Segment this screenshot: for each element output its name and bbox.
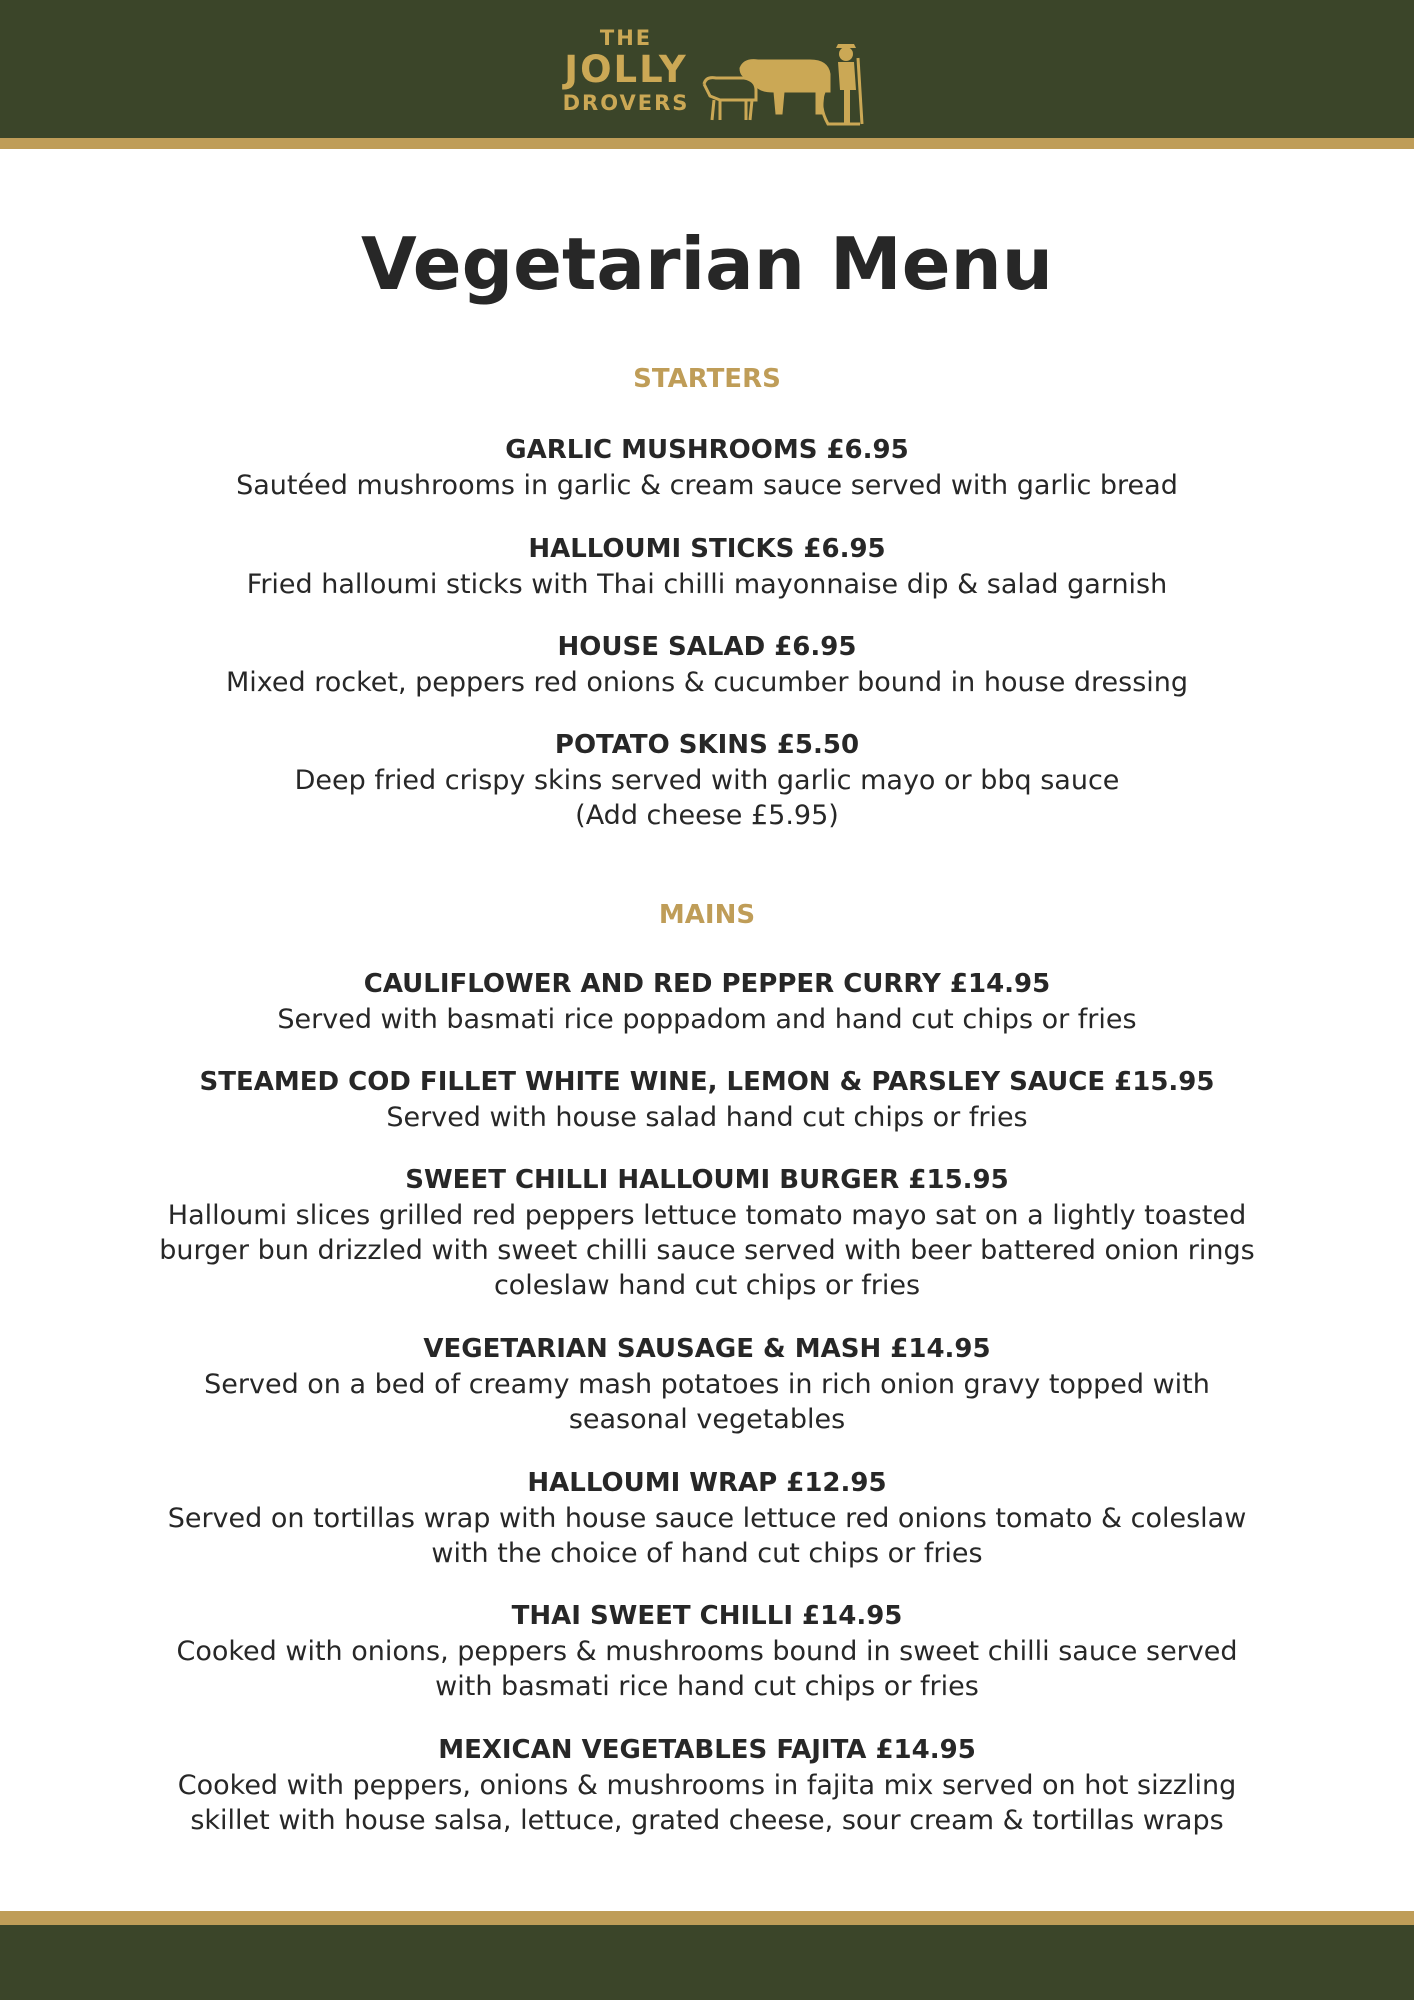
menu-item-description: Served on a bed of creamy mash potatoes in rich onion gravy topped with seasonal vegetables xyxy=(204,1369,1210,1435)
menu-item-description: Deep fried crispy skins served with garlic mayo or bbq sauce (Add cheese £5.95) xyxy=(294,765,1120,831)
menu-item-description: Cooked with peppers, onions & mushrooms in fajita mix served on hot sizzling skillet with house salsa, lettuce, grated cheese, sour cream & tortillas wraps xyxy=(177,1770,1237,1836)
menu-item xyxy=(60,1732,1354,1838)
menu-item xyxy=(60,531,1354,602)
menu-item-name: VEGETARIAN SAUSAGE & MASH £14.95 xyxy=(423,1334,991,1364)
menu-item-name: HALLOUMI STICKS £6.95 xyxy=(528,534,886,564)
mains-heading: MAINS xyxy=(658,900,756,930)
menu-item-description: Served with house salad hand cut chips or fries xyxy=(386,1102,1028,1133)
header-gold-stripe xyxy=(0,138,1414,149)
menu-item-name: MEXICAN VEGETABLES FAJITA £14.95 xyxy=(438,1735,976,1765)
menu-item-description: Mixed rocket, peppers red onions & cucumber bound in house dressing xyxy=(225,667,1189,698)
menu-item-description: Served on tortillas wrap with house sauce lettuce red onions tomato & coleslaw with the choice of hand cut chips or fries xyxy=(167,1503,1247,1569)
menu-item xyxy=(60,727,1354,833)
logo-the: THE xyxy=(599,26,653,50)
menu-item xyxy=(60,1598,1354,1704)
menu-item xyxy=(60,629,1354,700)
menu-item-description: Halloumi slices grilled red peppers lettuce tomato mayo sat on a lightly toasted burger bun drizzled with sweet chilli sauce served with beer battered onion rings coleslaw hand cut chips or fries xyxy=(159,1200,1255,1301)
footer-bar xyxy=(0,1925,1414,2000)
menu-item xyxy=(60,1331,1354,1437)
logo-drovers: DROVERS xyxy=(562,91,690,115)
cattle-drover-icon xyxy=(700,40,866,126)
menu-item-name: SWEET CHILLI HALLOUMI BURGER £15.95 xyxy=(405,1165,1009,1195)
menu-item-description: Fried halloumi sticks with Thai chilli mayonnaise dip & salad garnish xyxy=(246,569,1168,600)
menu-item-name: STEAMED COD FILLET WHITE WINE, LEMON & PARSLEY SAUCE £15.95 xyxy=(199,1067,1215,1097)
menu-item xyxy=(60,1162,1354,1303)
header-bar xyxy=(0,0,1414,138)
logo-wordmark xyxy=(556,26,696,126)
menu-item xyxy=(60,432,1354,503)
menu-item xyxy=(60,1064,1354,1135)
footer-gold-stripe xyxy=(0,1911,1414,1925)
logo xyxy=(556,26,866,126)
menu-item-name: THAI SWEET CHILLI £14.95 xyxy=(511,1601,903,1631)
logo-jolly: JOLLY xyxy=(564,48,688,91)
menu-item-description: Sautéed mushrooms in garlic & cream sauce served with garlic bread xyxy=(236,470,1178,501)
menu-item-name: POTATO SKINS £5.50 xyxy=(554,730,860,760)
menu-item xyxy=(60,1465,1354,1571)
menu-item-name: HALLOUMI WRAP £12.95 xyxy=(527,1468,887,1498)
menu-item-description: Served with basmati rice poppadom and hand cut chips or fries xyxy=(277,1004,1137,1035)
page-title: Vegetarian Menu xyxy=(360,222,1054,306)
menu-item-name: GARLIC MUSHROOMS £6.95 xyxy=(505,435,909,465)
starters-heading: STARTERS xyxy=(633,364,781,394)
menu-item-name: CAULIFLOWER AND RED PEPPER CURRY £14.95 xyxy=(363,969,1051,999)
menu-item xyxy=(60,966,1354,1037)
menu-item-description: Cooked with onions, peppers & mushrooms bound in sweet chilli sauce served with basmati rice hand cut chips or fries xyxy=(176,1636,1238,1702)
menu-item-name: HOUSE SALAD £6.95 xyxy=(557,632,857,662)
